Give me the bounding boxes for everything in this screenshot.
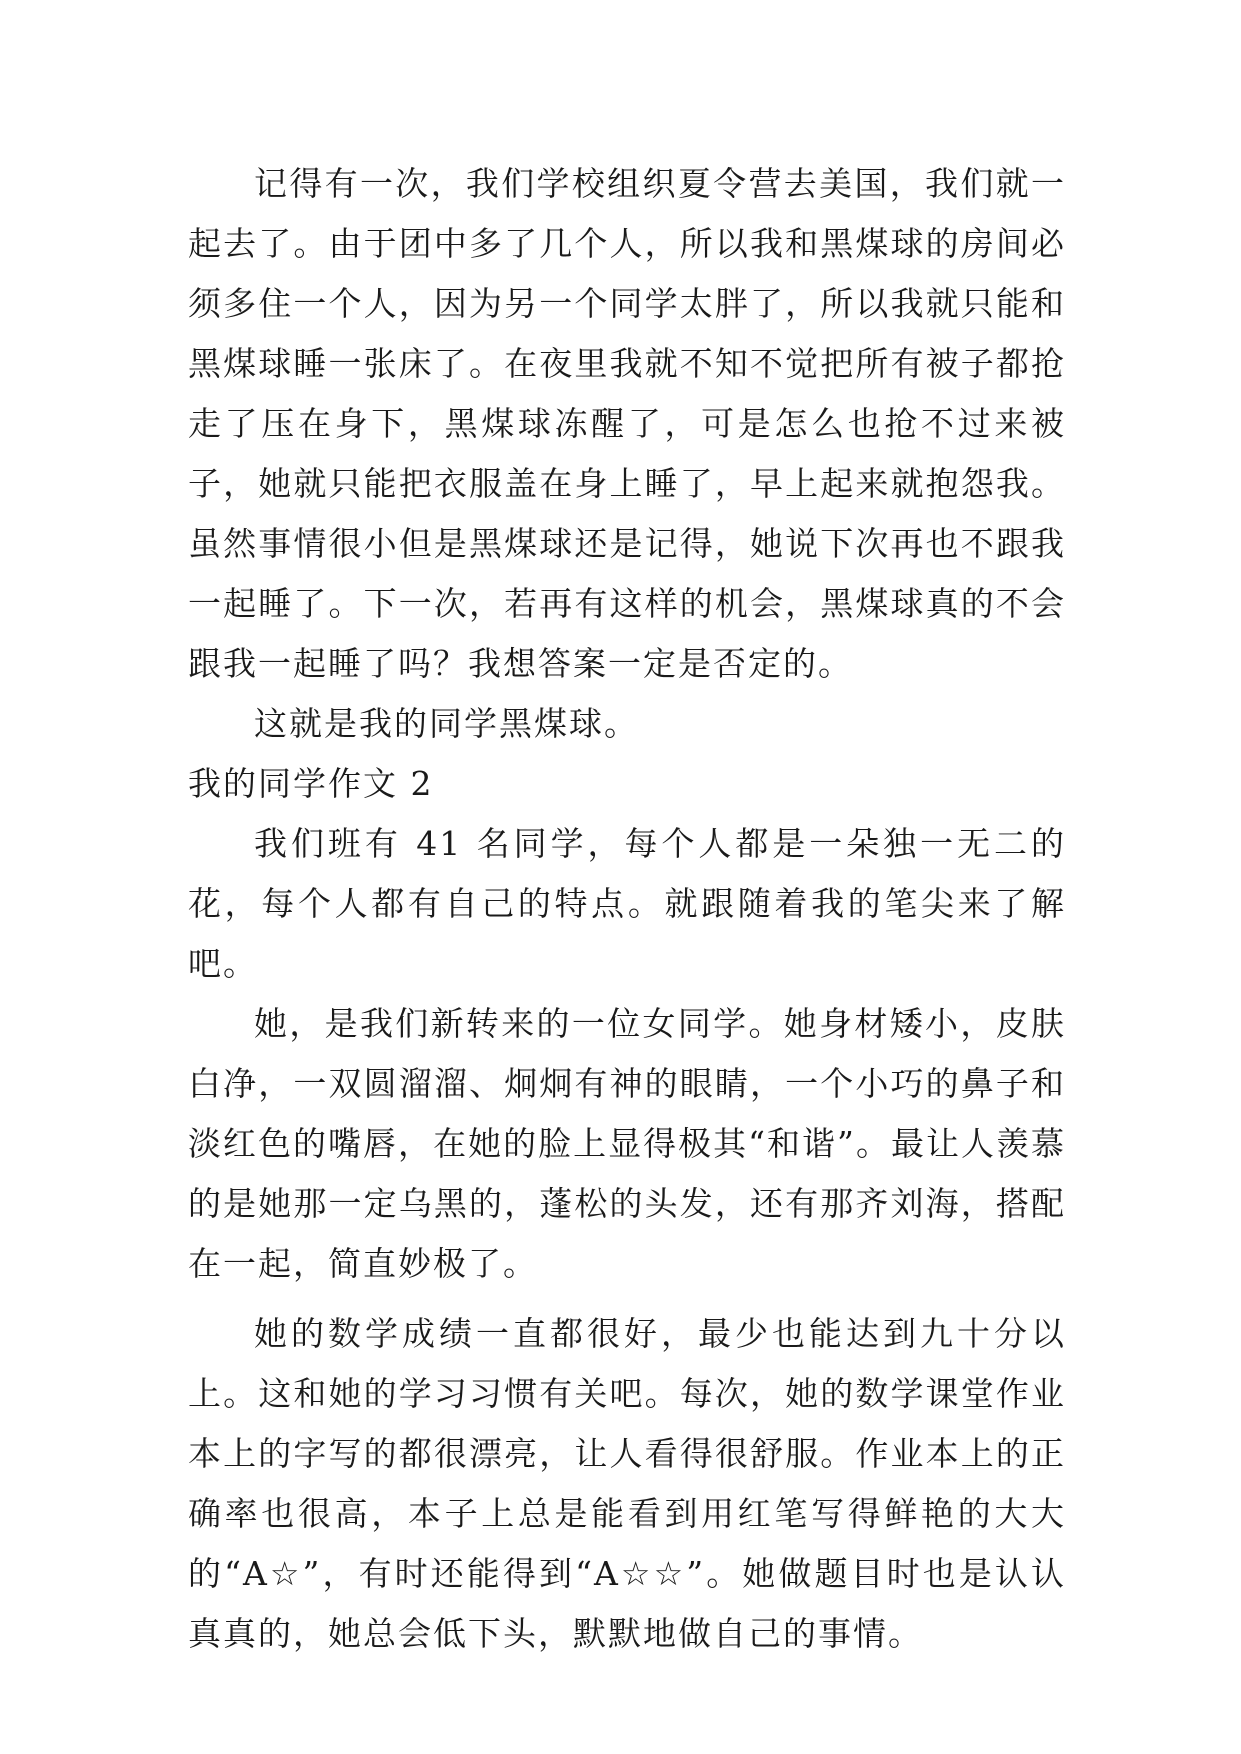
paragraph-class-intro: 我们班有 41 名同学，每个人都是一朵独一无二的花，每个人都有自己的特点。就跟随着我的笔尖来了解吧。 [188, 824, 1066, 983]
paragraph-appearance: 她，是我们新转来的一位女同学。她身材矮小，皮肤白净，一双圆溜溜、炯炯有神的眼睛，一个小巧的鼻子和淡红色的嘴唇，在她的脸上显得极其“和谐”。最让人羡慕的是她那一定乌黑的，蓬松的头发，还有那齐刘海，搭配在一起，简直妙极了。 [188, 1004, 1066, 1283]
paragraph-math: 她的数学成绩一直都很好，最少也能达到九十分以上。这和她的学习习惯有关吧。每次，她的数学课堂作业本上的字写的都很漂亮，让人看得很舒服。作业本上的正确率也很高，本子上总是能看到用红笔写得鲜艳的大大的“A☆”，有时还能得到“A☆☆”。她做题目时也是认认真真的，她总会低下头，默默地做自己的事情。 [188, 1314, 1066, 1653]
paragraph-summer-camp: 记得有一次，我们学校组织夏令营去美国，我们就一起去了。由于团中多了几个人，所以我和黑煤球的房间必须多住一个人，因为另一个同学太胖了，所以我就只能和黑煤球睡一张床了。在夜里我就不知不觉把所有被子都抢走了压在身下，黑煤球冻醒了，可是怎么也抢不过来被子，她就只能把衣服盖在身上睡了，早上起来就抱怨我。虽然事情很小但是黑煤球还是记得，她说下次再也不跟我一起睡了。下一次，若再有这样的机会，黑煤球真的不会跟我一起睡了吗？我想答案一定是否定的。 [188, 164, 1066, 683]
essay-heading: 我的同学作文 2 [188, 764, 434, 803]
document-body [188, 154, 1066, 1664]
paragraph-conclusion: 这就是我的同学黑煤球。 [254, 704, 639, 743]
